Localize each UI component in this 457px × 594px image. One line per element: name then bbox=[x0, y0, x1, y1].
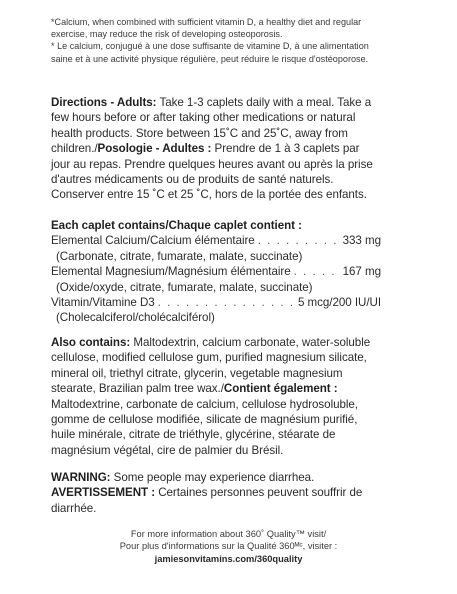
ingredient-name: Vitamin/Vitamine D3 bbox=[51, 296, 155, 310]
warning-text-en: Some people may experience diarrhea. bbox=[110, 471, 315, 484]
directions-heading-en: Directions - Adults: bbox=[51, 96, 157, 109]
warning-heading-en: WARNING: bbox=[51, 471, 111, 484]
more-info-en: For more information about 360˚ Quality™ visit/ bbox=[130, 529, 327, 539]
directions-text-en: Take 1-3 caplets daily with a meal. Take a few hours before or after taking other medications or natural health products. Store between 15˚C and 25˚C, away from children./ bbox=[51, 96, 372, 156]
warning-text-fr: Certaines personnes peuvent souffrir de diarrhée. bbox=[51, 486, 363, 515]
ingredient-forms: (Oxide/oxyde, citrate, fumarate, malate, succinate) bbox=[56, 280, 313, 294]
ingredient-name: Elemental Magnesium/Magnésium élémentaire bbox=[51, 265, 291, 279]
ingredient-amount: 333 mg bbox=[342, 234, 381, 248]
more-info-fr: Pour plus d'informations sur la Qualité 360ᴹᶜ, visiter : bbox=[119, 541, 338, 552]
also-contains-heading-en: Also contains: bbox=[51, 336, 131, 349]
more-info bbox=[0, 528, 457, 565]
ingredient-amount: 5 mcg/200 IU/UI bbox=[297, 296, 381, 310]
website-url: jamiesonvitamins.com/360quality bbox=[154, 553, 303, 564]
ingredient-forms: (Carbonate, citrate, fumarate, malate, succinate) bbox=[56, 249, 303, 263]
ingredient-row bbox=[51, 295, 381, 310]
ingredients-section bbox=[51, 218, 381, 326]
ingredient-amount: 167 mg bbox=[342, 265, 381, 279]
leader-dots bbox=[294, 264, 340, 279]
footnote-en: *Calcium, when combined with sufficient vitamin D, a healthy diet and regular exercise, may reduce the risk of developing osteoporosis. bbox=[51, 17, 362, 40]
directions-text-fr: Prendre de 1 à 3 caplets par jour au repas. Prendre quelques heures avant ou après la prise d'autres médicaments ou de produits de santé naturels. Conserver entre 15 ˚C et 25 ˚C, hors de la portée des enfants. bbox=[51, 142, 373, 202]
ingredient-forms: (Cholecalciferol/cholécalciférol) bbox=[56, 311, 215, 325]
also-contains-text-fr: Maltodextrine, carbonate de calcium, cellulose hydrosoluble, gomme de cellulose modifiée, silicate de magnésium purifié, huile minérale, citrate de triéthyle, glycérine, stéarate de magnésium végétal, cire de palmier du Brésil. bbox=[51, 397, 358, 457]
also-contains-text-en: Maltodextrin, calcium carbonate, water-soluble cellulose, modified cellulose gum, purified magnesium silicate, mineral oil, triethyl citrate, glycerin, vegetable magnesium stearate, Brazilian palm tree wax./ bbox=[51, 336, 371, 396]
also-contains-section bbox=[51, 335, 381, 458]
leader-dots bbox=[258, 233, 340, 248]
ingredient-row bbox=[51, 233, 381, 248]
warning-heading-fr: AVERTISSEMENT : bbox=[51, 486, 156, 500]
ingredient-row bbox=[51, 264, 381, 279]
also-contains-heading-fr: Contient également : bbox=[223, 382, 338, 396]
warning-section bbox=[51, 470, 381, 516]
ingredients-heading: Each caplet contains/Chaque caplet contient : bbox=[51, 219, 302, 232]
osteoporosis-footnotes bbox=[51, 16, 381, 65]
directions-section bbox=[51, 95, 381, 203]
leader-dots bbox=[158, 295, 295, 310]
ingredient-name: Elemental Calcium/Calcium élémentaire bbox=[51, 234, 255, 248]
directions-heading-fr: Posologie - Adultes : bbox=[97, 142, 212, 156]
footnote-fr: * Le calcium, conjugué à une dose suffisante de vitamine D, à une alimentation saine et à une activité physique régulière, peut réduire le risque d'ostéoporose. bbox=[51, 41, 369, 64]
